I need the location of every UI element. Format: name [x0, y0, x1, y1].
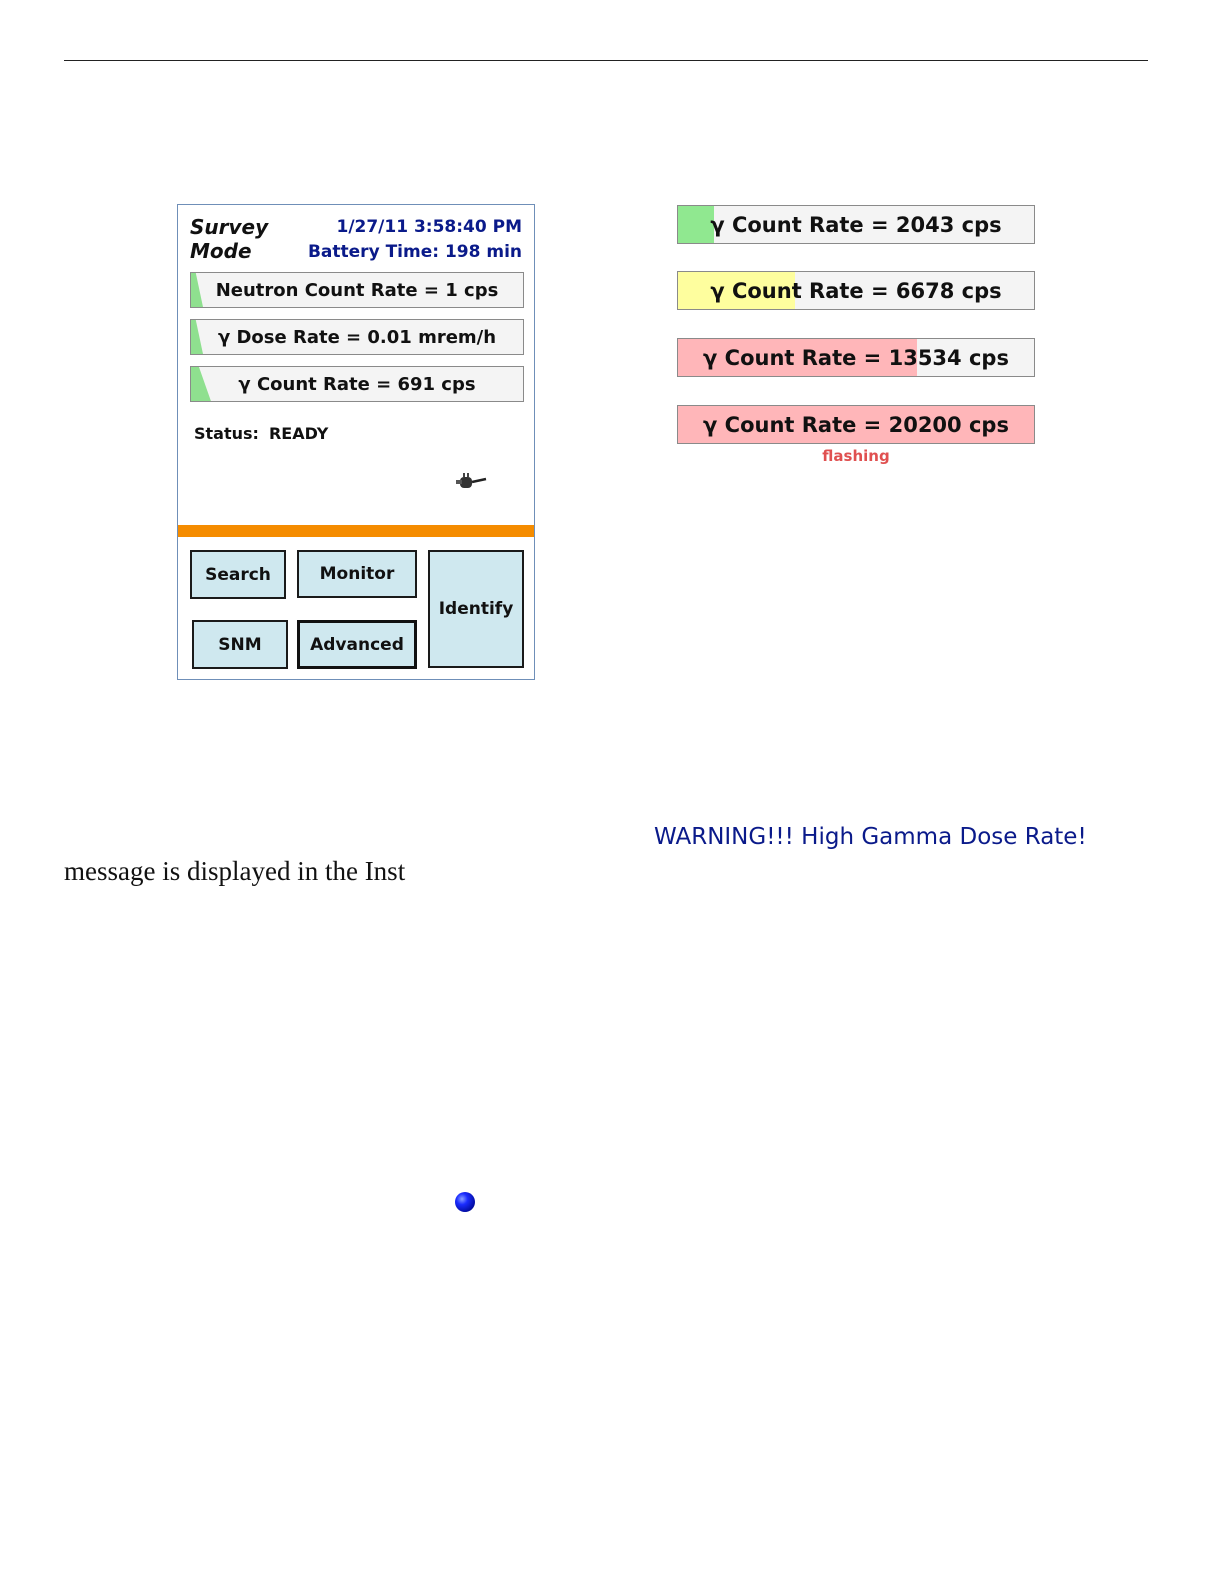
page-top-rule [64, 60, 1148, 61]
status-label: Status: [194, 424, 259, 443]
example-label: γ Count Rate = 6678 cps [710, 278, 1002, 303]
gamma-count-gauge [190, 366, 524, 402]
warning-message: WARNING!!! High Gamma Dose Rate! [654, 824, 1087, 850]
snm-button[interactable]: SNM [192, 620, 288, 669]
blue-indicator-icon [454, 1191, 476, 1213]
example-gauge-red [677, 338, 1035, 377]
example-gauge-green [677, 205, 1035, 244]
example-label: γ Count Rate = 13534 cps [703, 345, 1009, 370]
power-plug-icon [454, 471, 488, 493]
example-label: γ Count Rate = 20200 cps [703, 412, 1009, 437]
example-gauge-full-red [677, 405, 1035, 444]
monitor-button[interactable]: Monitor [297, 550, 417, 598]
orange-divider [178, 525, 534, 537]
example-gauge-yellow [677, 271, 1035, 310]
gauge-label: γ Count Rate = 691 cps [238, 373, 476, 395]
datetime: 1/27/11 3:58:40 PM [336, 217, 522, 237]
battery-time: Battery Time: 198 min [307, 242, 522, 262]
device-screen [177, 204, 535, 680]
example-label: γ Count Rate = 2043 cps [710, 212, 1002, 237]
gauge-label: γ Dose Rate = 0.01 mrem/h [217, 326, 497, 348]
mode-title: Survey Mode [190, 215, 269, 263]
status-value: READY [268, 424, 329, 443]
status-line [194, 424, 328, 443]
search-button[interactable]: Search [190, 550, 286, 599]
gauge-label: Neutron Count Rate = 1 cps [215, 279, 499, 301]
flashing-note: flashing [822, 447, 890, 465]
identify-button[interactable]: Identify [428, 550, 524, 668]
gamma-dose-gauge [190, 319, 524, 355]
advanced-button[interactable]: Advanced [297, 620, 417, 669]
body-text: message is displayed in the Inst [64, 856, 406, 886]
neutron-count-gauge [190, 272, 524, 308]
